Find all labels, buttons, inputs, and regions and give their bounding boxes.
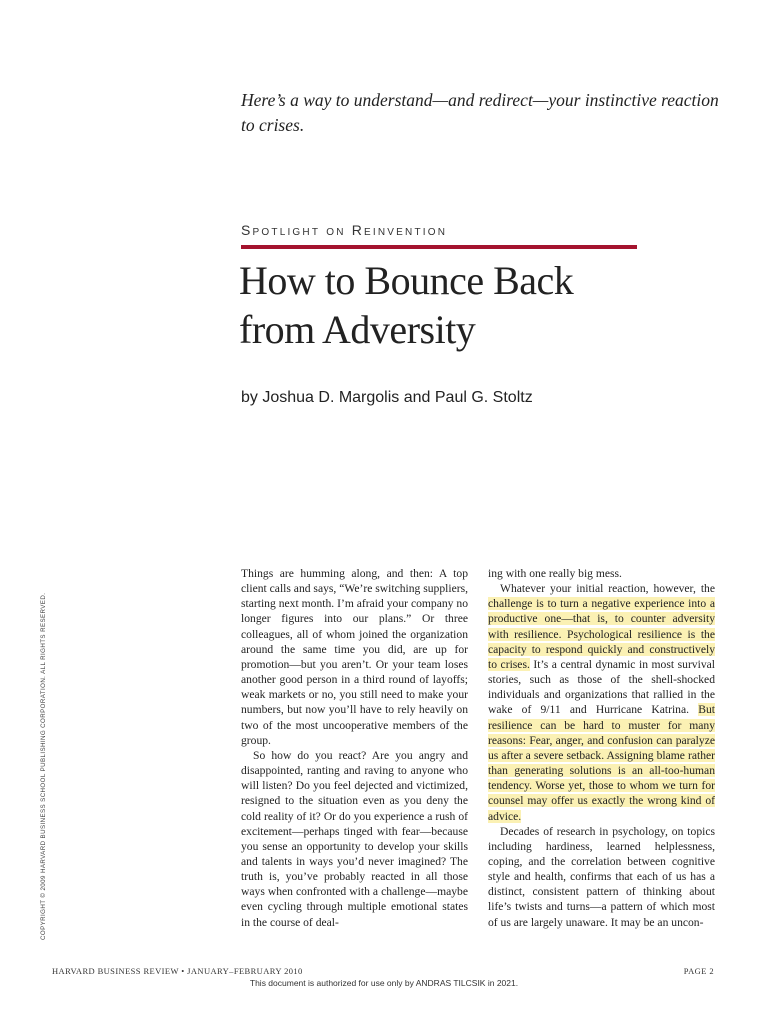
authorization-notice: This document is authorized for use only by ANDRAS TILCSIK in 2021.: [249, 978, 519, 988]
section-rule: [241, 245, 637, 249]
paragraph: ing with one really big mess.: [488, 567, 622, 580]
text-run: Whatever your initial reaction, however, the: [500, 582, 715, 596]
article-title: [239, 256, 719, 354]
paragraph: [488, 581, 715, 824]
paragraph: Decades of research in psychology, on topics including hardiness, learned helplessness, coping, and the correlation between cognitive style and health, confirms that each of us has a distinct, consistent pattern of thinking about life’s twists and turns—a pattern of which most of us are largely unaware. It may be an uncon-: [488, 824, 715, 929]
byline: by Joshua D. Margolis and Paul G. Stoltz: [241, 389, 533, 406]
paragraph: So how do you react? Are you angry and disappointed, ranting and raving to anyone who will listen? Do you feel dejected and victimized, resigned to the situation even as you deny the cold reality of it? Or do you experience a rush of excitement—perhaps tinged with fear—because you sense an opportunity to develop your skills and talents in ways you’d never imagined? The truth is, you’ve probably reacted in all those ways when confronted with a challenge—maybe even cycling through multiple emotional states in the course of deal-: [241, 748, 468, 929]
highlighted-text: But resilience can be hard to muster for many reasons: Fear, anger, and confusion can paralyze us after a severe setback. Assigning blame rather than generating solutions is an all-too-human tendency. Worse yet, those to whom we turn for counsel may offer us exactly the wrong kind of advice.: [488, 703, 715, 823]
highlighted-text: challenge is to turn a negative experience into a productive one—that is, to counter adversity with resilience. Psychological resilience is the capacity to respond quickly and constructively to crises.: [488, 597, 715, 671]
article-tagline: Here’s a way to understand—and redirect—your instinctive reaction to crises.: [241, 90, 719, 135]
section-label: Spotlight on Reinvention: [241, 222, 448, 238]
copyright-sidebar: [40, 592, 60, 940]
text-run: It’s a central dynamic in most survival stories, such as those of the shell-shocked individuals and organizations that rallied in the wake of 9/11 and Hurricane Katrina.: [488, 657, 715, 717]
body-column-right: [488, 566, 715, 930]
title-line-1: How to Bounce Back: [239, 258, 574, 303]
body-column-left: [241, 566, 468, 930]
footer-page-number: PAGE 2: [683, 966, 714, 976]
copyright-text: COPYRIGHT © 2009 HARVARD BUSINESS SCHOOL PUBLISHING CORPORATION. ALL RIGHTS RESERVED.: [40, 592, 47, 940]
title-line-2: from Adversity: [239, 307, 476, 352]
paragraph: Things are humming along, and then: A top client calls and says, “We’re switching suppliers, starting next month. I’m afraid your company no longer figures into our plans.” Or three colleagues, all of whom joined the organization around the same time you did, are up for promotion—but you aren’t. Or your team loses another good person in a third round of layoffs; weak markets or no, you still need to make your numbers, but now you’ll have to rely heavily on two of the most uncooperative members of the group.: [241, 567, 469, 747]
footer-journal: HARVARD BUSINESS REVIEW • JANUARY–FEBRUARY 2010: [52, 966, 303, 976]
